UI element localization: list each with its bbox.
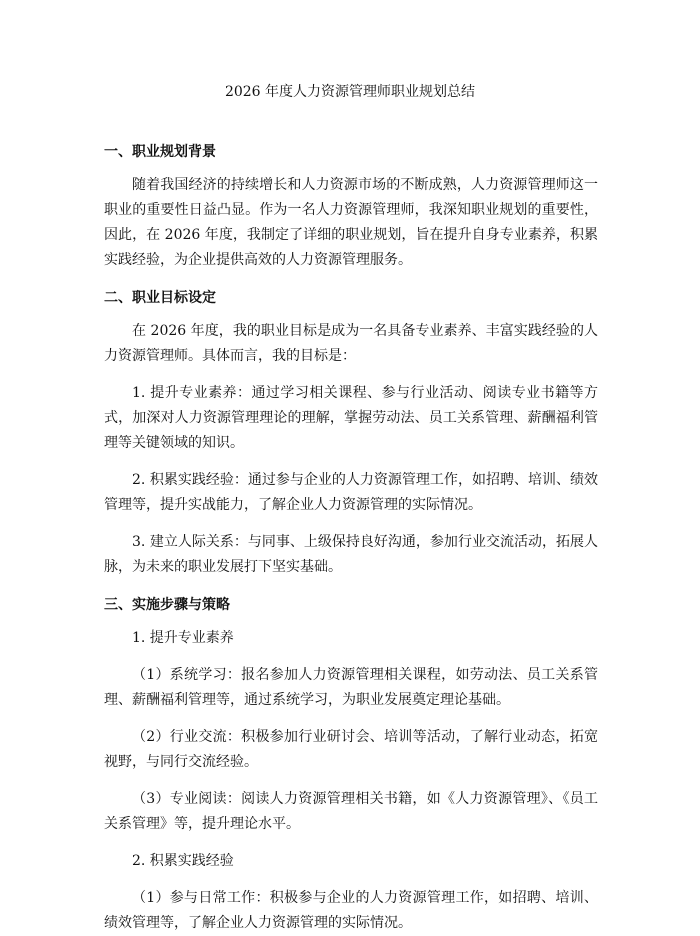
list-item: （1）系统学习：报名参加人力资源管理相关课程，如劳动法、员工关系管理、薪酬福利管理等，通过系统学习，为职业发展奠定理论基础。	[104, 667, 598, 708]
section-heading-background: 一、职业规划背景	[104, 144, 216, 160]
paragraph: 随着我国经济的持续增长和人力资源市场的不断成熟，人力资源管理师这一职业的重要性日益凸显。作为一名人力资源管理师，我深知职业规划的重要性，因此，在 2026 年度，我制定了详细的职业规划，旨在提升自身专业素养，积累实践经验，为企业提供高效的人力资源管理服务。	[104, 177, 598, 268]
paragraph: 在 2026 年度，我的职业目标是成为一名具备专业素养、丰富实践经验的人力资源管理师。具体而言，我的目标是：	[104, 323, 598, 364]
list-item: 3. 建立人际关系：与同事、上级保持良好沟通，参加行业交流活动，拓展人脉，为未来的职业发展打下坚实基础。	[104, 534, 598, 575]
document-title: 2026 年度人力资源管理师职业规划总结	[224, 84, 476, 100]
document-body	[104, 141, 598, 936]
subheading: 1. 提升专业素养	[132, 630, 234, 646]
section-heading-steps: 三、实施步骤与策略	[104, 597, 230, 613]
list-item: （3）专业阅读：阅读人力资源管理相关书籍，如《人力资源管理》、《员工关系管理》等，提升理论水平。	[104, 791, 598, 832]
list-item: （2）行业交流：积极参加行业研讨会、培训等活动，了解行业动态，拓宽视野，与同行交流经验。	[104, 729, 598, 770]
list-item: （1）参与日常工作：积极参与企业的人力资源管理工作，如招聘、培训、绩效管理等，了解企业人力资源管理的实际情况。	[104, 890, 598, 931]
list-item: 1. 提升专业素养：通过学习相关课程、参与行业活动、阅读专业书籍等方式，加深对人力资源管理理论的理解，掌握劳动法、员工关系管理、薪酬福利管理等关键领域的知识。	[104, 385, 598, 451]
list-item: 2. 积累实践经验：通过参与企业的人力资源管理工作，如招聘、培训、绩效管理等，提升实战能力，了解企业人力资源管理的实际情况。	[104, 472, 598, 513]
subheading: 2. 积累实践经验	[132, 853, 234, 869]
section-heading-goals: 二、职业目标设定	[104, 290, 216, 306]
